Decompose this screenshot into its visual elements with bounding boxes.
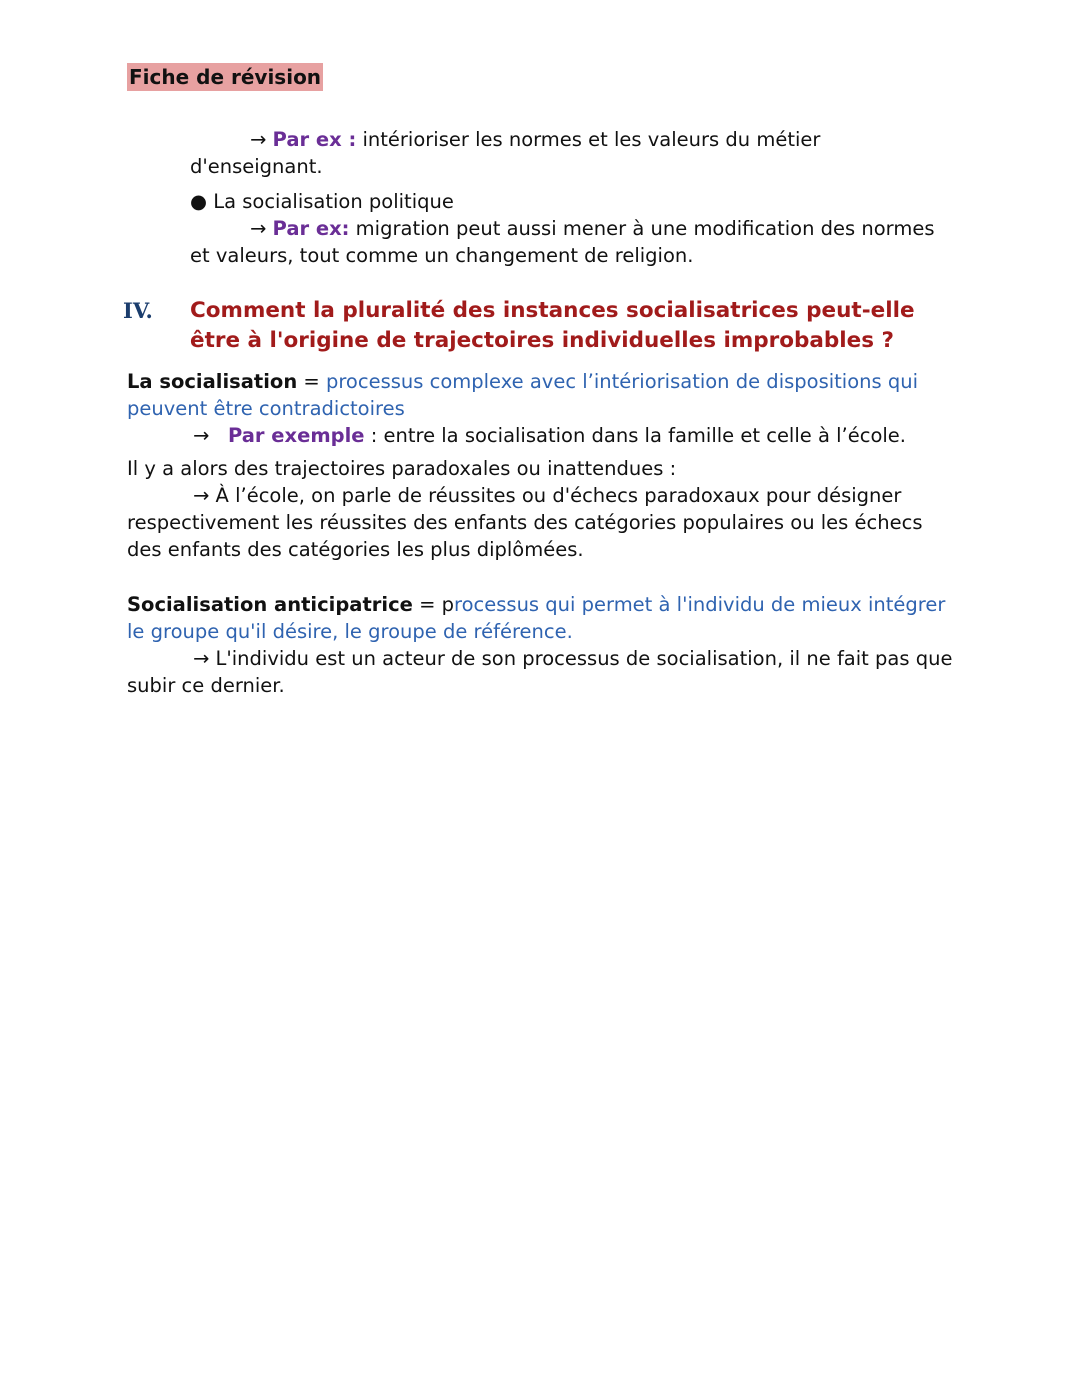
arrow-icon: → [193, 647, 210, 670]
definition-text: peuvent être contradictoires [127, 397, 405, 420]
arrow-line [193, 645, 952, 672]
definition-text: processus complexe avec l’intériorisation de dispositions qui [325, 370, 919, 393]
section-heading [190, 296, 915, 356]
bullet-text: La socialisation politique [213, 190, 454, 213]
example-text: migration peut aussi mener à une modification des normes [349, 217, 935, 240]
bullet-icon: ● [190, 190, 208, 213]
example-label: Par ex: [272, 217, 350, 240]
definition-text: le groupe qu'il désire, le groupe de référence. [127, 620, 573, 643]
arrow-icon: → [250, 128, 267, 151]
definition-first-letter: p [441, 593, 455, 616]
definition-term: La socialisation [127, 370, 298, 393]
definition-line [127, 368, 918, 395]
definition-text: rocessus qui permet à l'individu de mieux intégrer [454, 593, 946, 616]
arrow-line [193, 482, 901, 509]
example-label: Par exemple [227, 424, 365, 447]
equals-sign: = [297, 370, 326, 393]
example-text: intérioriser les normes et les valeurs du métier [356, 128, 821, 151]
arrow-text: À l’école, on parle de réussites ou d'échecs paradoxaux pour désigner [209, 484, 902, 507]
definition-term: Socialisation anticipatrice [127, 593, 413, 616]
example-label: Par ex : [272, 128, 357, 151]
definition-line [127, 591, 945, 618]
text-line: d'enseignant. [190, 155, 323, 178]
text-line: subir ce dernier. [127, 674, 285, 697]
example-line-3 [193, 422, 906, 449]
equals-sign: = [412, 593, 442, 616]
section-heading-line: être à l'origine de trajectoires individuelles improbables ? [190, 328, 895, 353]
text-line: et valeurs, tout comme un changement de religion. [190, 244, 694, 267]
arrow-icon: → [193, 484, 210, 507]
text-line: respectivement les réussites des enfants des catégories populaires ou les échecs [127, 511, 923, 534]
bullet-item [190, 188, 454, 215]
arrow-text: L'individu est un acteur de son processus de socialisation, il ne fait pas que [209, 647, 953, 670]
page-title: Fiche de révision [129, 65, 322, 89]
example-line-2 [250, 215, 935, 242]
section-number: IV. [123, 298, 153, 323]
example-line-1 [250, 126, 820, 153]
arrow-icon: → [250, 217, 267, 240]
example-text: : entre la socialisation dans la famille et celle à l’école. [364, 424, 906, 447]
arrow-icon: → [193, 424, 210, 447]
text-line: des enfants des catégories les plus diplômées. [127, 538, 584, 561]
section-heading-line: Comment la pluralité des instances socialisatrices peut-elle [190, 298, 915, 323]
text-line: Il y a alors des trajectoires paradoxales ou inattendues : [127, 457, 677, 480]
